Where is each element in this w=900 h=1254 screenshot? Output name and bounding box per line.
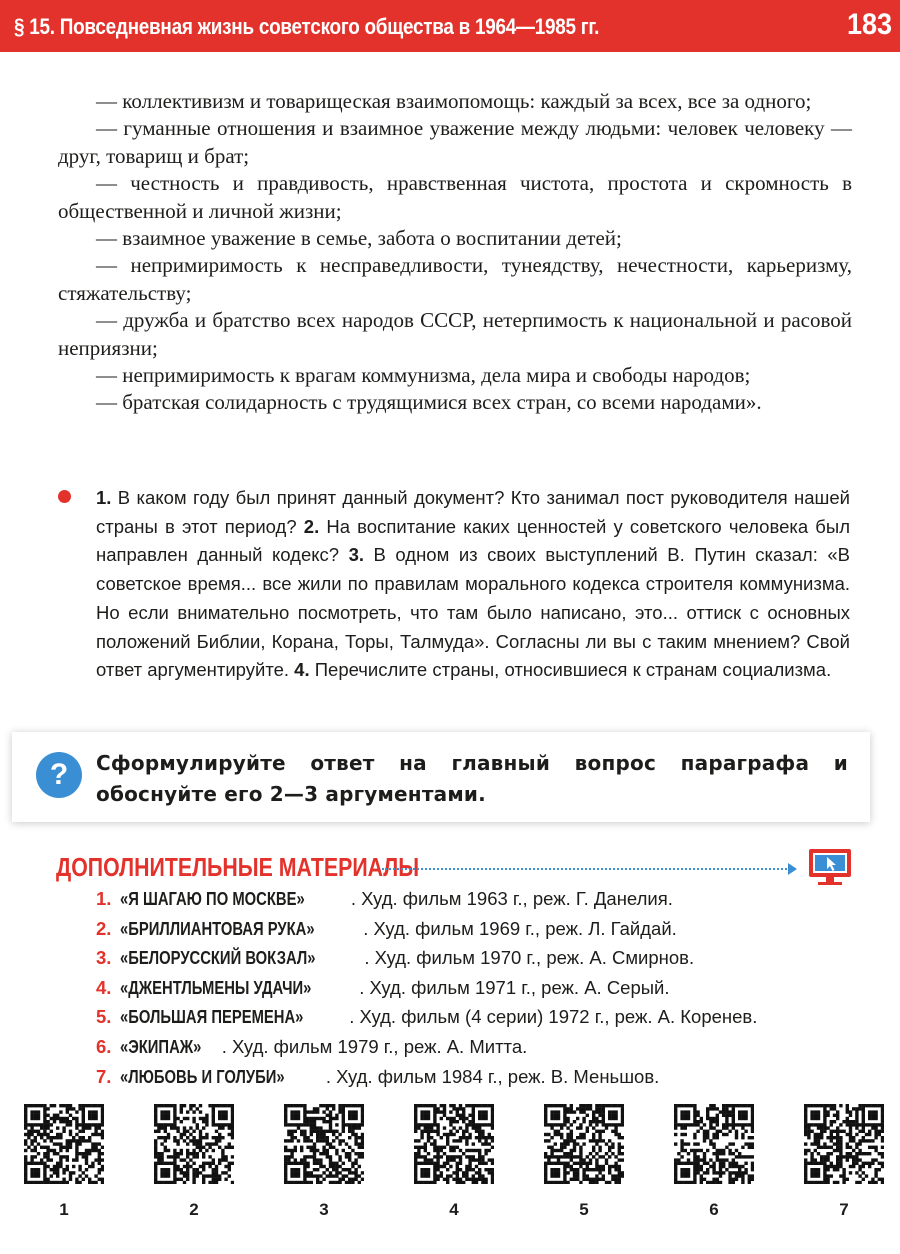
qr-label: 3 [319, 1200, 329, 1219]
material-number: 4. [96, 976, 112, 998]
question-number: 3. [348, 544, 365, 566]
material-item[interactable] [96, 943, 856, 973]
code-item: — дружба и братство всех народов СССР, нетерпимость к национальной и расовой неприязни; [58, 308, 852, 360]
code-item: — честность и правдивость, нравственная чистота, простота и скромность в общественной и личной жизни; [58, 171, 852, 223]
code-item: — братская солидарность с трудящимися всех стран, со всеми народами». [96, 390, 762, 415]
qr-label: 4 [449, 1200, 459, 1219]
question-text: В одном из своих выступлений В. Путин сказал: «В советское время... все жили по правилам морального кодекса строителя коммунизма. Но если внимательно посмотреть, что там было написано, это... оттиск с основных положений Библии, Корана, Торы, Талмуда». Согласны ли вы с таким мнением? Свой ответ аргументируйте. [96, 544, 850, 681]
monitor-cursor-icon[interactable] [806, 846, 854, 888]
question-mark-icon: ? [36, 752, 82, 798]
qr-label: 6 [709, 1200, 719, 1219]
qr-label: 1 [59, 1200, 69, 1219]
questions-block [96, 484, 850, 685]
film-details: . Худ. фильм (4 серии) 1972 г., реж. А. Коренев. [349, 1006, 758, 1028]
section-title: § 15. Повседневная жизнь советского общества в 1964—1985 гг. [14, 14, 600, 39]
film-details: . Худ. фильм 1963 г., реж. Г. Данелия. [350, 888, 673, 909]
code-item: — взаимное уважение в семье, забота о воспитании детей; [96, 226, 622, 251]
qr-code-icon[interactable] [154, 1104, 234, 1184]
page-header [0, 0, 900, 52]
code-item: — непримиримость к несправедливости, тунеядству, нечестности, карьеризму, стяжательству; [58, 253, 852, 305]
qr-code-row [0, 1104, 900, 1224]
materials-heading: ДОПОЛНИТЕЛЬНЫЕ МАТЕРИАЛЫ [56, 852, 420, 882]
film-title: «БОЛЬШАЯ ПЕРЕМЕНА» [120, 1006, 304, 1028]
material-item[interactable] [96, 973, 856, 1003]
material-item[interactable] [96, 884, 856, 914]
film-title: «БРИЛЛИАНТОВАЯ РУКА» [120, 917, 315, 939]
main-question-text: Сформулируйте ответ на главный вопрос параграфа и обоснуйте его 2—3 аргументами. [96, 751, 848, 806]
material-item[interactable] [96, 914, 856, 944]
arrow-right-icon [788, 863, 797, 875]
dotted-arrow-line [382, 868, 790, 870]
material-number: 3. [96, 947, 112, 969]
material-number: 2. [96, 917, 112, 939]
material-number: 5. [96, 1006, 112, 1028]
question-text: В каком году был принят данный документ? Кто занимал пост руководителя нашей страны в этот период? [96, 487, 850, 537]
film-details: . Худ. фильм 1979 г., реж. А. Митта. [221, 1035, 528, 1057]
film-title: «Я ШАГАЮ ПО МОСКВЕ» [120, 888, 305, 909]
film-details: . Худ. фильм 1970 г., реж. А. Смирнов. [364, 947, 695, 969]
material-item[interactable] [96, 1002, 856, 1032]
film-details: . Худ. фильм 1971 г., реж. А. Серый. [359, 976, 670, 998]
qr-code-icon[interactable] [24, 1104, 104, 1184]
qr-label: 7 [839, 1200, 849, 1219]
material-item[interactable] [96, 1062, 856, 1092]
qr-code-icon[interactable] [674, 1104, 754, 1184]
material-number: 1. [96, 888, 112, 909]
questions-bullet-icon [58, 490, 71, 503]
qr-code-icon[interactable] [544, 1104, 624, 1184]
film-title: «БЕЛОРУССКИЙ ВОКЗАЛ» [120, 947, 316, 969]
film-title: «ЛЮБОВЬ И ГОЛУБИ» [120, 1065, 285, 1087]
film-title: «ДЖЕНТЛЬМЕНЫ УДАЧИ» [120, 976, 312, 998]
qr-code-icon[interactable] [284, 1104, 364, 1184]
qr-label: 5 [579, 1200, 589, 1219]
materials-list [96, 884, 856, 1091]
film-details: . Худ. фильм 1984 г., реж. В. Меньшов. [325, 1065, 660, 1087]
question-number: 1. [96, 487, 112, 508]
qr-label: 2 [189, 1200, 199, 1219]
material-item[interactable] [96, 1032, 856, 1062]
material-number: 7. [96, 1065, 112, 1087]
question-number: 4. [294, 659, 310, 681]
qr-code-icon[interactable] [414, 1104, 494, 1184]
question-number: 2. [303, 515, 320, 537]
film-details: . Худ. фильм 1969 г., реж. Л. Гайдай. [363, 917, 677, 939]
qr-code-icon[interactable] [804, 1104, 884, 1184]
question-text: Перечислите страны, относившиеся к странам социализма. [309, 659, 832, 681]
page-number: 183 [846, 8, 892, 41]
moral-code-list [58, 88, 852, 417]
question-text: На воспитание каких ценностей у советского человека был направлен данный кодекс? [96, 515, 850, 566]
code-item: — непримиримость к врагам коммунизма, дела мира и свободы народов; [96, 363, 751, 388]
material-number: 6. [96, 1035, 112, 1057]
film-title: «ЭКИПАЖ» [120, 1035, 202, 1057]
code-item: — коллективизм и товарищеская взаимопомощь: каждый за всех, все за одного; [96, 89, 812, 113]
code-item: — гуманные отношения и взаимное уважение между людьми: человек человеку — друг, товарищ и брат; [58, 116, 852, 168]
